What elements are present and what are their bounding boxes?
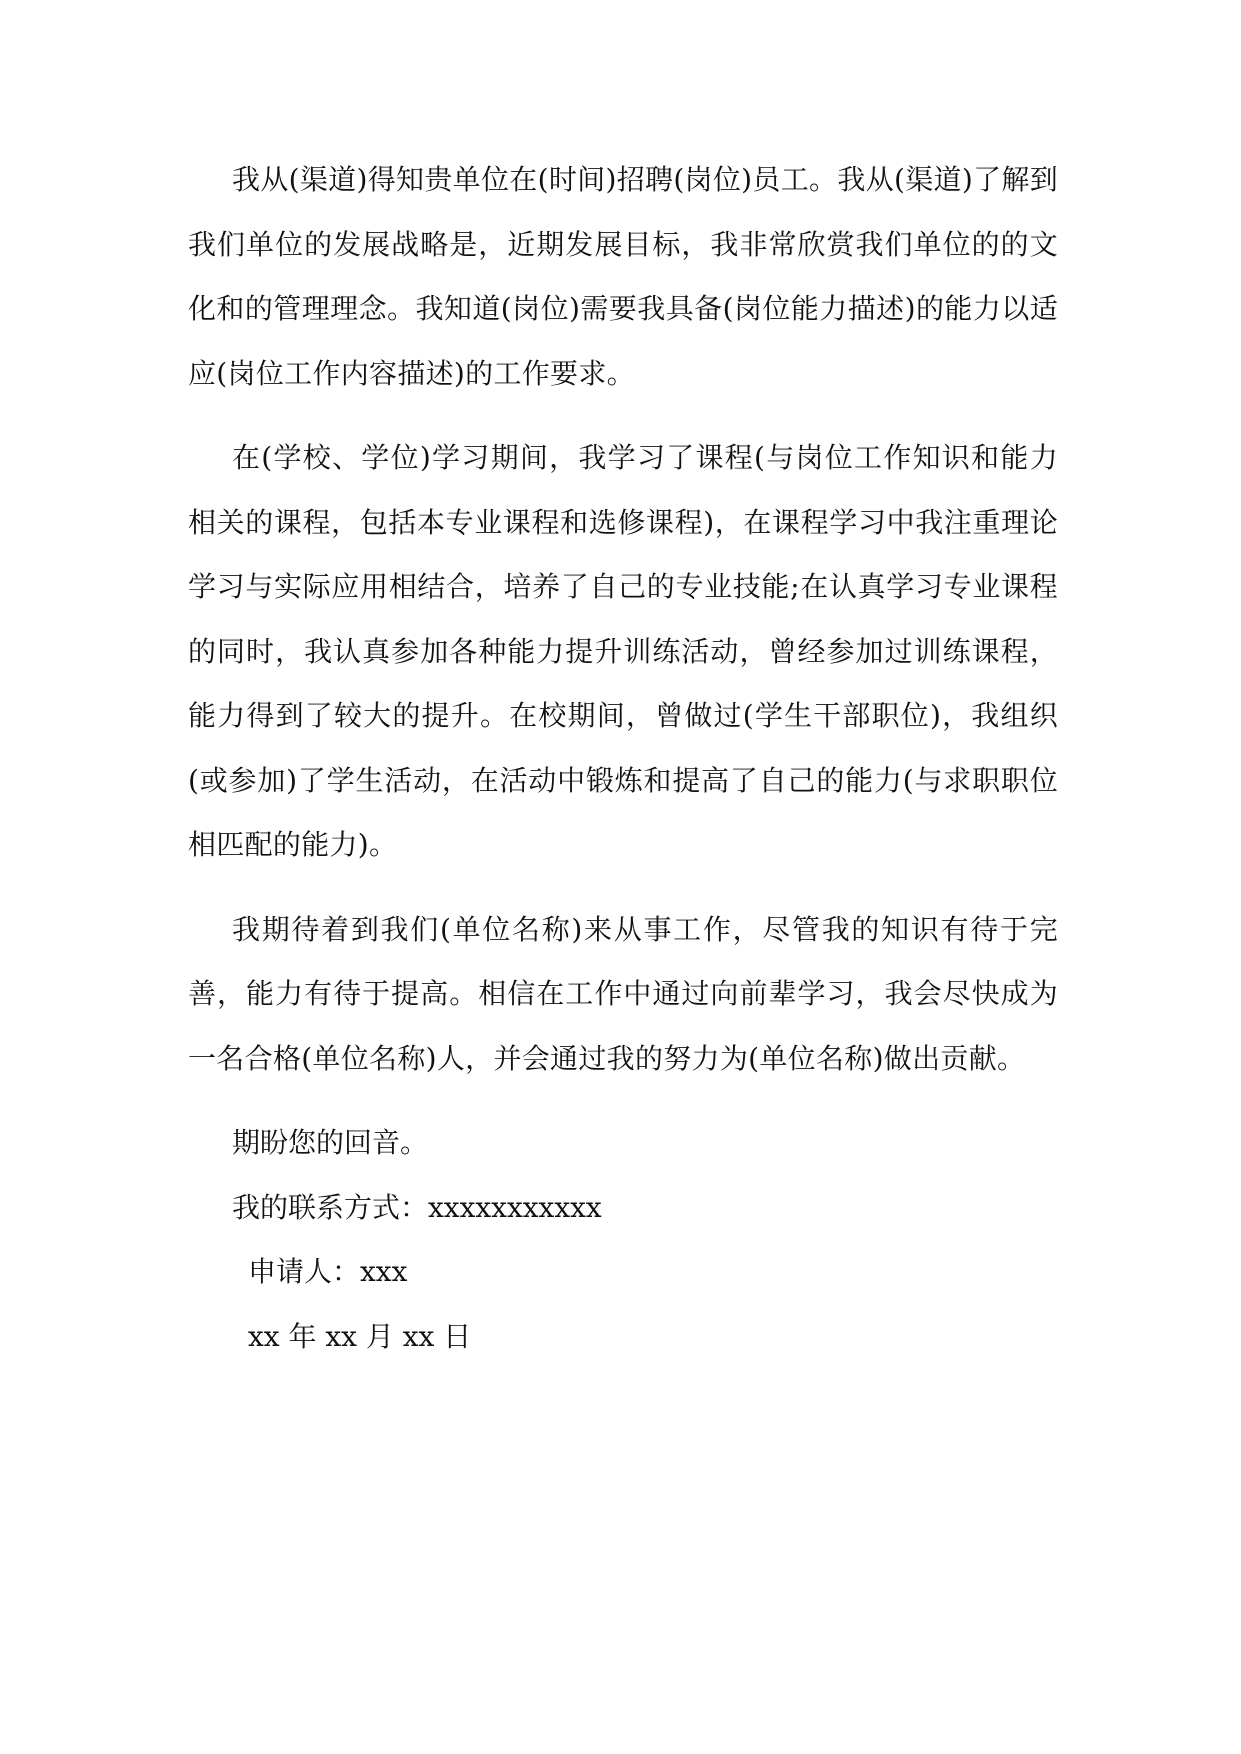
letter-body (188, 148, 1058, 1369)
paragraph-education: 在(学校、学位)学习期间，我学习了课程(与岗位工作知识和能力相关的课程，包括本专业课程和选修课程)，在课程学习中我注重理论学习与实际应用相结合，培养了自己的专业技能;在认真学习专业课程的同时，我认真参加各种能力提升训练活动，曾经参加过训练课程，能力得到了较大的提升。在校期间，曾做过(学生干部职位)，我组织(或参加)了学生活动，在活动中锻炼和提高了自己的能力(与求职职位相匹配的能力)。 (188, 441, 1058, 861)
closing-line: 期盼您的回音。 (232, 1126, 429, 1159)
contact-line: 我的联系方式：xxxxxxxxxxx (232, 1190, 602, 1224)
applicant-line: 申请人：xxx (248, 1255, 408, 1288)
paragraph-application-source: 我从(渠道)得知贵单位在(时间)招聘(岗位)员工。我从(渠道)了解到我们单位的发展战略是，近期发展目标，我非常欣赏我们单位的的文化和的管理理念。我知道(岗位)需要我具备(岗位能力描述)的能力以适应(岗位工作内容描述)的工作要求。 (188, 163, 1058, 390)
date-line: xx 年 xx 月 xx 日 (248, 1319, 472, 1353)
paragraph-expectation: 我期待着到我们(单位名称)来从事工作，尽管我的知识有待于完善，能力有待于提高。相信在工作中通过向前辈学习，我会尽快成为一名合格(单位名称)人，并会通过我的努力为(单位名称)做出贡献。 (188, 912, 1058, 1075)
